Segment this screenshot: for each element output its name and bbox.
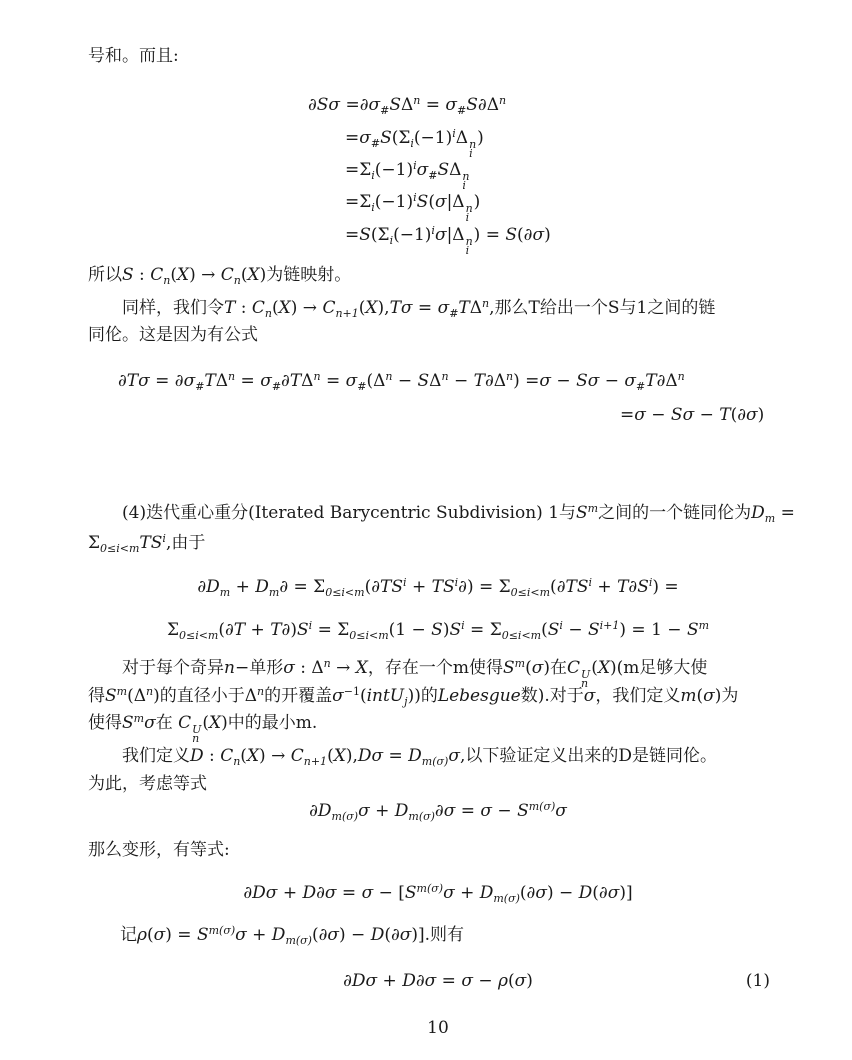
paragraph-text: 使得$S^m\sigma$在 C U n (X)中的最小m. (88, 712, 318, 746)
paragraph-intro: 号和。而且: (88, 46, 179, 66)
equation-line: $\Sigma_{0\le i<m}(\partial T + T\partial)S^i = \Sigma_{0\le i<m}(1 - S)S^i = \Sigma_{0\le i<m}(S^i - S^{i+1}) = 1 - S^m$ (166, 619, 710, 642)
equation-line: $=\Sigma_i(-1)^iS(\sigma|\Delta$ n i ) (345, 191, 481, 225)
paragraph-text: 所以S : $C_n(X) \to C_n(X)$为链映射。 (88, 265, 352, 287)
paragraph-text: 记$\rho(\sigma) = S^{m(\sigma)}\sigma + D_{m(\sigma)}(\partial\sigma) - D(\partial\sigma)$].则有 (120, 924, 465, 947)
equation-line: $\partial T\sigma = \partial\sigma_{\#}T\Delta^n = \sigma_{\#}\partial T\Delta^n = \sigma_{\#}(\Delta^n - S\Delta^n - T\partial\Delta^n) =\sigma - S\sigma - \sigma_{\#}T\partial\Delta^n$ (118, 370, 685, 393)
paragraph-text: $\Sigma_{0\le i<m}TS^i$,由于 (88, 532, 206, 555)
equation-line: $\partial D_{m(\sigma)}\sigma + D_{m(\sigma)}\partial\sigma = \sigma - S^{m(\sigma)}\sigma$ (309, 800, 567, 823)
page-number: 10 (427, 1018, 449, 1038)
paragraph-text: 对于每个奇异n−单形σ : $\Delta^n \to X$，存在一个m使得$S^m(\sigma)$在C U n (X)(m足够大使 (122, 657, 708, 691)
equation-line: ∂Dσ + D∂σ = σ − ρ(σ) (343, 971, 533, 991)
paragraph-text: (4)迭代重心重分(Iterated Barycentric Subdivision) 1与$S^m$之间的一个链同伦为$D_m$ = (122, 502, 795, 525)
equation-line: $=\sigma_{\#}S(\Sigma_i(-1)^i\Delta$ n i ) (345, 127, 484, 161)
equation-line: $=S(\Sigma_i(-1)^i\sigma|\Delta$ n i ) = S(∂σ) (345, 224, 551, 258)
paragraph-text: 同样，我们令T : $C_n(X) \to C_{n+1}(X),T\sigma = \sigma_{\#}T\Delta^n$,那么T给出一个S与1之间的链 (122, 297, 716, 320)
equation-line: =σ − Sσ − T(∂σ) (620, 405, 765, 425)
equation-line: $\partial S\sigma =\partial\sigma_{\#}S\Delta^n = \sigma_{\#}S\partial\Delta^n$ (308, 94, 507, 117)
paragraph-text: 得$S^m(\Delta^n)$的直径小于$\Delta^n$的开覆盖$\sigma^{-1}(intU_j)$)的Lebesgue数).对于σ，我们定义m(σ)为 (88, 685, 739, 708)
paragraph-text: 同伦。这是因为有公式 (88, 325, 258, 345)
paragraph-text: 我们定义D : $C_n(X) \to C_{n+1}(X),D\sigma = D_{m(\sigma)}\sigma$,以下验证定义出来的D是链同伦。 (122, 746, 717, 768)
paragraph-text: 那么变形，有等式: (88, 840, 230, 860)
equation-line: $\partial D_m + D_m\partial = \Sigma_{0\le i<m}(\partial TS^i + TS^i\partial) = \Sigma_{0\le i<m}(\partial TS^i + T\partial S^i)$ = (197, 576, 679, 599)
paragraph-text: 为此，考虑等式 (88, 774, 207, 794)
equation-line: $\partial D\sigma + D\partial\sigma = \sigma - [S^{m(\sigma)}\sigma + D_{m(\sigma)}(\partial\sigma) - D(\partial\sigma)]$ (243, 882, 633, 905)
equation-number: (1) (745, 971, 770, 991)
equation-line: $=\Sigma_i(-1)^i\sigma_{\#}S\Delta$ n i (345, 159, 470, 193)
